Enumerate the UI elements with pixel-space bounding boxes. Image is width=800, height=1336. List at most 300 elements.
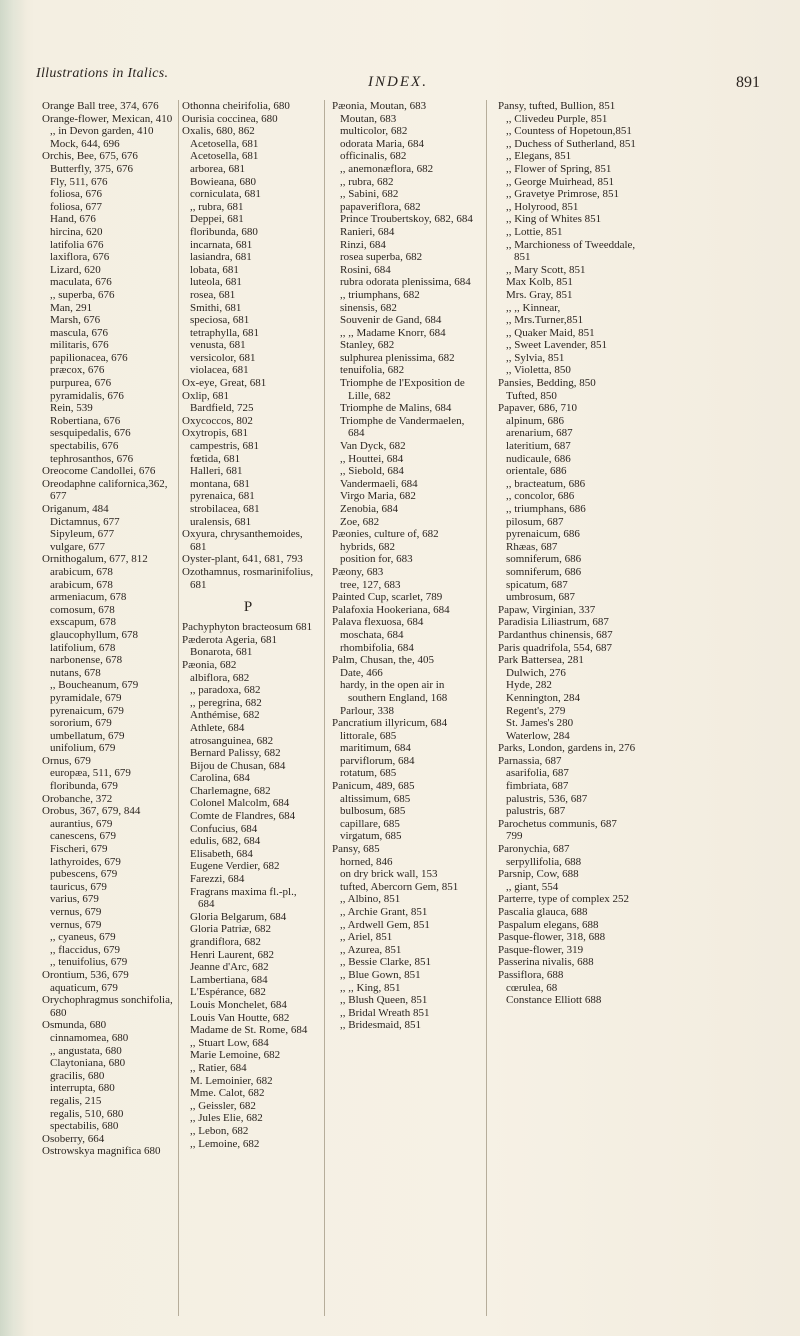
index-subentry: St. James's 280 (506, 717, 574, 730)
index-entry: Paradisia Liliastrum, 687 (498, 616, 609, 629)
index-subentry: ,, Blush Queen, 851 (340, 994, 428, 1007)
index-subentry: Stanley, 682 (340, 339, 395, 352)
index-subentry: Vandermaeli, 684 (340, 477, 418, 490)
index-subentry: Confucius, 684 (190, 822, 258, 835)
index-subentry: Bardfield, 725 (190, 402, 254, 415)
index-entry: Papaw, Virginian, 337 (498, 603, 596, 616)
index-entry: Pasque-flower, 319 (498, 943, 584, 956)
index-subentry: Zoe, 682 (340, 515, 380, 528)
index-entry: Palm, Chusan, the, 405 (332, 654, 435, 667)
column-divider (486, 100, 487, 1316)
index-entry: Pancratium illyricum, 684 (332, 717, 448, 730)
index-subentry: ,, anemonæflora, 682 (340, 162, 434, 175)
index-subentry: pyramidalis, 676 (50, 389, 124, 402)
index-subentry: ,, Albino, 851 (340, 893, 401, 906)
index-entry: Papaver, 686, 710 (498, 402, 577, 415)
index-subentry: ,, tenuifolius, 679 (50, 956, 128, 969)
index-subentry: ,, bracteatum, 686 (506, 477, 586, 490)
index-subentry: ,, King of Whites 851 (506, 213, 602, 226)
index-subentry: incarnata, 681 (190, 238, 253, 251)
index-subentry: Parlour, 338 (340, 704, 394, 717)
index-subentry: ,, peregrina, 682 (190, 696, 262, 709)
index-subentry: arborea, 681 (190, 162, 245, 175)
index-entry: Orange Ball tree, 374, 676 (42, 100, 159, 112)
index-entry: Pæonia, 682 (182, 658, 237, 671)
index-entry: Pæony, 683 (332, 565, 384, 578)
index-subentry: ,, ,, King, 851 (340, 981, 401, 994)
index-column-1 (42, 100, 174, 1326)
index-entry: Paspalum elegans, 688 (498, 918, 599, 931)
index-subentry: 799 (506, 830, 523, 843)
index-subentry: pilosum, 687 (506, 515, 564, 528)
index-entry: Orychophragmus sonchifolia, 680 (42, 994, 173, 1019)
index-entry: Pardanthus chinensis, 687 (498, 628, 613, 641)
index-entry: Paronychia, 687 (498, 843, 570, 856)
index-subentry: horned, 846 (340, 855, 393, 868)
index-entry: Paris quadrifola, 554, 687 (498, 641, 612, 654)
index-subentry: ,, Clivedeu Purple, 851 (506, 112, 608, 125)
index-entry: Ozothamnus, rosmarinifolius, 681 (182, 565, 314, 591)
index-subentry: ,, Boucheanum, 679 (50, 679, 139, 692)
index-entry: Orobus, 367, 679, 844 (42, 805, 141, 818)
index-subentry: lathyroides, 679 (50, 855, 121, 868)
index-subentry: montana, 681 (190, 477, 250, 490)
index-subentry: Rinzi, 684 (340, 238, 386, 251)
index-subentry: violacea, 681 (190, 364, 249, 377)
index-entry: Osmunda, 680 (42, 1019, 107, 1032)
index-subentry: sinensis, 682 (340, 301, 397, 314)
index-subentry: aquaticum, 679 (50, 981, 118, 994)
index-subentry: interrupta, 680 (50, 1082, 115, 1095)
index-subentry: præcox, 676 (50, 364, 105, 377)
index-subentry: arabicum, 678 (50, 565, 113, 578)
index-subentry: bulbosum, 685 (340, 805, 406, 818)
index-subentry: ,, Ratier, 684 (190, 1061, 247, 1074)
index-subentry: Dictamnus, 677 (50, 515, 120, 528)
index-subentry: multicolor, 682 (340, 125, 408, 138)
index-subentry: spectabilis, 676 (50, 440, 119, 453)
index-subentry: capillare, 685 (340, 817, 400, 830)
index-subentry: spectabilis, 680 (50, 1120, 119, 1133)
index-subentry: Rein, 539 (50, 402, 93, 415)
index-subentry: venusta, 681 (190, 339, 246, 352)
index-subentry: ,, Ardwell Gem, 851 (340, 918, 430, 931)
index-entry: Pæonies, culture of, 682 (332, 528, 439, 541)
index-subentry: Comte de Flandres, 684 (190, 810, 296, 823)
index-subentry: Bonarota, 681 (190, 646, 253, 659)
index-entry: Parochetus communis, 687 (498, 817, 617, 830)
index-subentry: papaveriflora, 682 (340, 200, 421, 213)
index-subentry: vernus, 679 (50, 918, 102, 931)
index-subentry: Triomphe de Malins, 684 (340, 402, 452, 415)
index-entry: Ornithogalum, 677, 812 (42, 553, 148, 566)
index-subentry: uralensis, 681 (190, 515, 252, 528)
index-entry: Oyster-plant, 641, 681, 793 (182, 553, 303, 566)
index-subentry: Anthémise, 682 (190, 709, 260, 722)
index-subentry: ,, Siebold, 684 (340, 465, 404, 478)
index-subentry: Lambertiana, 684 (190, 973, 268, 986)
index-entry: Parsnip, Cow, 688 (498, 868, 579, 881)
index-subentry: Fischeri, 679 (50, 843, 108, 856)
index-subentry: comosum, 678 (50, 603, 115, 616)
index-subentry: Athlete, 684 (190, 721, 245, 734)
index-subentry: ,, Bridesmaid, 851 (340, 1019, 421, 1032)
index-subentry: glaucophyllum, 678 (50, 628, 138, 641)
index-subentry: lasiandra, 681 (190, 251, 252, 264)
index-subentry: Waterlow, 284 (506, 729, 570, 742)
index-subentry: pyramidale, 679 (50, 691, 122, 704)
index-subentry: arenarium, 687 (506, 427, 573, 440)
index-subentry: pyrenaicum, 679 (50, 704, 124, 717)
index-subentry: Louis Van Houtte, 682 (190, 1011, 290, 1024)
index-subentry: campestris, 681 (190, 440, 260, 453)
index-subentry: cœrulea, 68 (506, 981, 558, 994)
index-entry: Palava flexuosa, 684 (332, 616, 424, 629)
index-subentry: Butterfly, 375, 676 (50, 162, 133, 175)
index-subentry: canescens, 679 (50, 830, 116, 843)
index-subentry: Virgo Maria, 682 (340, 490, 416, 503)
index-subentry: ,, Duchess of Sutherland, 851 (506, 137, 636, 150)
index-subentry: arabicum, 678 (50, 578, 113, 591)
index-subentry: Halleri, 681 (190, 465, 243, 478)
index-subentry: regalis, 215 (50, 1094, 102, 1107)
index-subentry: palustris, 536, 687 (506, 792, 588, 805)
index-subentry: umbrosum, 687 (506, 591, 576, 604)
index-subentry: grandiflora, 682 (190, 936, 261, 948)
index-subentry: Triomphe de l'Exposition de Lille, 682 (340, 377, 465, 402)
index-subentry: ,, Violetta, 850 (506, 364, 571, 377)
index-subentry: Souvenir de Gand, 684 (340, 314, 442, 327)
index-subentry: tree, 127, 683 (340, 578, 401, 591)
index-subentry: ,, concolor, 686 (506, 490, 575, 503)
index-subentry: Lizard, 620 (50, 263, 101, 276)
index-subentry: papilionacea, 676 (50, 351, 128, 364)
index-entry: Pachyphyton bracteosum 681 (182, 621, 313, 634)
index-entry: Park Battersea, 281 (498, 654, 584, 667)
index-entry: Oreocome Candollei, 676 (42, 465, 156, 478)
index-entry: Passerina nivalis, 688 (498, 956, 594, 969)
index-subentry: officinalis, 682 (340, 150, 407, 163)
index-entry: Orange-flower, Mexican, 410 (42, 112, 173, 125)
index-subentry: Sipyleum, 677 (50, 528, 115, 541)
index-subentry: tetraphylla, 681 (190, 326, 260, 339)
index-subentry: sulphurea plenissima, 682 (340, 351, 455, 364)
index-subentry: serpyllifolia, 688 (506, 855, 582, 868)
index-entry: Ourisia coccinea, 680 (182, 112, 278, 125)
index-entry: Pasque-flower, 318, 688 (498, 931, 606, 944)
index-subentry: purpurea, 676 (50, 377, 112, 390)
index-subentry: luteola, 681 (190, 276, 242, 289)
index-subentry: ,, Houttei, 684 (340, 452, 404, 465)
index-subentry: hybrids, 682 (340, 540, 395, 553)
index-subentry: Acetosella, 681 (190, 150, 259, 163)
column-divider (178, 100, 179, 1316)
index-subentry: Carolina, 684 (190, 772, 250, 785)
index-subentry: floribunda, 679 (50, 780, 118, 793)
index-entry: Oreodaphne californica,362, 677 (42, 477, 168, 503)
index-subentry: Deppei, 681 (190, 213, 244, 226)
index-subentry: tufted, Abercorn Gem, 851 (340, 880, 459, 893)
index-subentry: Gloria Belgarum, 684 (190, 910, 287, 923)
index-subentry: ,, Geissler, 682 (190, 1099, 256, 1112)
index-subentry: rotatum, 685 (340, 767, 397, 780)
index-subentry: ,, Lemoine, 682 (190, 1137, 260, 1150)
index-subentry: Regent's, 279 (506, 704, 566, 717)
index-subentry: ,, Mary Scott, 851 (506, 263, 586, 276)
index-subentry: ,, Holyrood, 851 (506, 200, 579, 213)
running-head-note: Illustrations in Italics. (36, 66, 169, 81)
index-subentry: position for, 683 (340, 553, 413, 566)
index-subentry: Smithi, 681 (190, 301, 242, 314)
index-subentry: vernus, 679 (50, 906, 102, 918)
index-subentry: odorata Maria, 684 (340, 137, 424, 150)
index-subentry: militaris, 676 (50, 339, 109, 352)
index-subentry: sororium, 679 (50, 717, 112, 730)
index-subentry: versicolor, 681 (190, 351, 256, 364)
index-entry: Orontium, 536, 679 (42, 968, 129, 981)
index-subentry: Elisabeth, 684 (190, 847, 253, 860)
index-subentry: Bowieana, 680 (190, 175, 256, 188)
index-subentry: Date, 466 (340, 666, 383, 679)
index-subentry: ,, flaccidus, 679 (50, 943, 120, 956)
index-entry: Othonna cheirifolia, 680 (182, 100, 290, 112)
index-subentry: unifolium, 679 (50, 742, 116, 755)
index-subentry: ,, Lebon, 682 (190, 1124, 249, 1137)
index-entry: Ox-eye, Great, 681 (182, 377, 267, 390)
index-subentry: Tufted, 850 (506, 389, 557, 402)
page-number: 891 (736, 74, 760, 91)
index-subentry: Constance Elliott 688 (506, 994, 602, 1007)
index-subentry: ,, Sabini, 682 (340, 188, 399, 201)
index-subentry: Charlemagne, 682 (190, 784, 271, 797)
index-subentry: pyrenaica, 681 (190, 490, 255, 503)
index-subentry: Van Dyck, 682 (340, 440, 406, 453)
index-subentry: armeniacum, 678 (50, 591, 127, 604)
index-subentry: ,, triumphans, 682 (340, 288, 420, 301)
index-subentry: ,, Azurea, 851 (340, 943, 402, 956)
index-entry: Oxalis, 680, 862 (182, 125, 255, 138)
index-subentry: Max Kolb, 851 (506, 276, 573, 289)
index-subentry: ,, triumphans, 686 (506, 503, 586, 515)
index-subentry: ,, Bessie Clarke, 851 (340, 956, 432, 969)
index-subentry: speciosa, 681 (190, 314, 250, 327)
index-entry: Painted Cup, scarlet, 789 (332, 591, 443, 604)
index-subentry: sesquipedalis, 676 (50, 427, 131, 440)
column-divider (324, 100, 325, 1316)
index-subentry: varius, 679 (50, 893, 99, 906)
index-subentry: moschata, 684 (340, 628, 404, 641)
index-subentry: atrosanguinea, 682 (190, 734, 274, 747)
index-entry: Oxytropis, 681 (182, 427, 248, 440)
section-letter-heading: P (243, 599, 253, 616)
index-subentry: rhombifolia, 684 (340, 641, 414, 654)
index-subentry: palustris, 687 (506, 805, 566, 818)
index-subentry: vulgare, 677 (50, 540, 105, 553)
index-column-4 (498, 100, 640, 1326)
index-entry: Orchis, Bee, 675, 676 (42, 150, 138, 163)
index-subentry: L'Espérance, 682 (190, 986, 266, 999)
index-subentry: Prince Troubertskoy, 682, 684 (340, 213, 473, 226)
index-entry: Pansies, Bedding, 850 (498, 377, 596, 390)
index-subentry: Robertiana, 676 (50, 414, 121, 427)
index-subentry: pubescens, 679 (50, 868, 118, 881)
index-subentry: ,, Marchioness of Tweeddale, 851 (506, 238, 636, 264)
index-subentry: ,, Ariel, 851 (340, 931, 393, 944)
index-subentry: mascula, 676 (50, 326, 109, 339)
index-subentry: somniferum, 686 (506, 565, 582, 578)
index-subentry: ,, ,, Madame Knorr, 684 (340, 326, 446, 339)
index-subentry: hardy, in the open air in southern England, 168 (340, 679, 448, 704)
index-entry: Origanum, 484 (42, 503, 109, 515)
index-subentry: ,, Lottie, 851 (506, 225, 563, 238)
index-subentry: ,, rubra, 681 (190, 200, 244, 213)
index-subentry: tauricus, 679 (50, 880, 107, 893)
index-subentry: Colonel Malcolm, 684 (190, 797, 290, 810)
index-subentry: Dulwich, 276 (506, 666, 566, 679)
index-entry: Ostrowskya magnifica 680 (42, 1145, 161, 1158)
index-subentry: Mock, 644, 696 (50, 137, 120, 150)
index-subentry: Rhæas, 687 (506, 540, 558, 553)
index-subentry: ,, in Devon garden, 410 (50, 125, 154, 138)
index-entry: Panicum, 489, 685 (332, 780, 415, 793)
index-subentry: pyrenaicum, 686 (506, 528, 580, 541)
index-entry: Parnassia, 687 (498, 754, 562, 767)
index-subentry: cinnamomea, 680 (50, 1031, 129, 1044)
index-subentry: aurantius, 679 (50, 817, 113, 830)
index-subentry: laxiflora, 676 (50, 251, 110, 264)
index-subentry: foliosa, 677 (50, 200, 102, 213)
index-subentry: ,, angustata, 680 (50, 1044, 122, 1057)
index-subentry: regalis, 510, 680 (50, 1107, 124, 1120)
index-entry: Ornus, 679 (42, 754, 91, 767)
index-subentry: Marsh, 676 (50, 314, 101, 327)
index-entry: Pansy, 685 (332, 843, 380, 856)
index-subentry: Hand, 676 (50, 213, 96, 226)
index-subentry: ,, Flower of Spring, 851 (506, 162, 612, 175)
index-subentry: ,, paradoxa, 682 (190, 684, 261, 697)
index-entry: Pansy, tufted, Bullion, 851 (498, 100, 616, 112)
index-subentry: fimbriata, 687 (506, 780, 569, 793)
index-subentry: latifolium, 678 (50, 641, 116, 654)
running-head-title: INDEX. (368, 74, 428, 90)
index-subentry: Zenobia, 684 (340, 503, 399, 515)
index-subentry: Rosini, 684 (340, 263, 391, 276)
index-entry: Pascalia glauca, 688 (498, 906, 588, 918)
index-subentry: Marie Lemoine, 682 (190, 1049, 281, 1062)
index-subentry: Eugene Verdier, 682 (190, 860, 280, 873)
index-subentry: Moutan, 683 (340, 112, 397, 125)
index-subentry: littorale, 685 (340, 729, 397, 742)
index-entry: Passiflora, 688 (498, 968, 564, 981)
index-subentry: ,, Sweet Lavender, 851 (506, 339, 607, 352)
index-entry: Oxycoccos, 802 (182, 414, 253, 427)
index-subentry: Ranieri, 684 (340, 225, 395, 238)
index-subentry: virgatum, 685 (340, 830, 402, 843)
index-subentry: exscapum, 678 (50, 616, 116, 629)
index-subentry: asarifolia, 687 (506, 767, 569, 780)
index-subentry: ,, Countess of Hopetoun,851 (506, 125, 632, 138)
index-subentry: ,, Mrs.Turner,851 (506, 314, 584, 327)
index-subentry: Mme. Calot, 682 (190, 1087, 265, 1100)
index-subentry: gracilis, 680 (50, 1069, 105, 1082)
index-subentry: Claytoniana, 680 (50, 1057, 126, 1070)
index-subentry: lateritium, 687 (506, 440, 571, 453)
index-subentry: floribunda, 680 (190, 225, 258, 238)
index-entry: Parks, London, gardens in, 276 (498, 742, 636, 755)
index-entry: Osoberry, 664 (42, 1132, 105, 1145)
index-subentry: rubra odorata plenissima, 684 (340, 276, 471, 289)
index-subentry: maculata, 676 (50, 276, 112, 289)
index-subentry: rosea, 681 (190, 288, 236, 301)
index-subentry: ,, George Muirhead, 851 (506, 175, 614, 188)
index-subentry: tenuifolia, 682 (340, 364, 405, 377)
running-head (36, 62, 760, 91)
index-subentry: Man, 291 (50, 301, 93, 314)
page-gutter-shadow (0, 0, 26, 1336)
index-subentry: ,, cyaneus, 679 (50, 931, 116, 944)
index-subentry: altissimum, 685 (340, 792, 411, 805)
index-entry: Pæonia, Moutan, 683 (332, 100, 427, 112)
index-subentry: ,, giant, 554 (506, 880, 559, 893)
index-subentry: Kennington, 284 (506, 691, 580, 704)
index-subentry: Mrs. Gray, 851 (506, 288, 573, 301)
index-subentry: hircina, 620 (50, 225, 103, 238)
index-entry: Palafoxia Hookeriana, 684 (332, 603, 450, 616)
index-subentry: Farezzi, 684 (190, 873, 245, 886)
index-subentry: Bernard Palissy, 682 (190, 747, 281, 760)
index-subentry: edulis, 682, 684 (190, 835, 261, 848)
index-entry: Parterre, type of complex 252 (498, 893, 630, 906)
index-subentry: Henri Laurent, 682 (190, 948, 274, 961)
index-subentry: somniferum, 686 (506, 553, 582, 566)
index-subentry: Bijou de Chusan, 684 (190, 759, 286, 772)
index-subentry: Gloria Patriæ, 682 (190, 923, 271, 936)
index-subentry: orientale, 686 (506, 465, 567, 478)
index-subentry: parviflorum, 684 (340, 754, 415, 767)
index-subentry: europæa, 511, 679 (50, 767, 131, 780)
index-subentry: umbellatum, 679 (50, 729, 125, 742)
index-subentry: rosea superba, 682 (340, 251, 423, 264)
index-subentry: Acetosella, 681 (190, 137, 259, 150)
index-subentry: albiflora, 682 (190, 671, 250, 684)
index-subentry: lobata, 681 (190, 263, 239, 276)
index-subentry: maritimum, 684 (340, 742, 411, 755)
index-subentry: ,, Stuart Low, 684 (190, 1036, 269, 1049)
index-subentry: ,, Sylvia, 851 (506, 351, 565, 364)
index-subentry: ,, Gravetye Primrose, 851 (506, 188, 620, 201)
index-subentry: nudicaule, 686 (506, 452, 571, 465)
index-subentry: Fly, 511, 676 (50, 175, 108, 188)
index-entry: Oxyura, chrysanthemoides, 681 (182, 528, 303, 553)
index-subentry: Madame de St. Rome, 684 (190, 1024, 308, 1037)
index-column-3 (332, 100, 474, 1326)
index-subentry: ,, rubra, 682 (340, 175, 394, 188)
index-subentry: ,, Quaker Maid, 851 (506, 326, 595, 339)
index-subentry: corniculata, 681 (190, 188, 261, 201)
index-subentry: ,, superba, 676 (50, 288, 115, 301)
index-entry: Pæderota Ageria, 681 (182, 633, 278, 646)
index-subentry: spicatum, 687 (506, 578, 568, 591)
index-subentry: ,, Archie Grant, 851 (340, 906, 428, 918)
index-subentry: fœtida, 681 (190, 452, 241, 465)
index-subentry: foliosa, 676 (50, 188, 102, 201)
index-subentry: Triomphe de Vandermaelen, 684 (340, 414, 465, 440)
index-subentry: strobilacea, 681 (190, 503, 260, 515)
index-subentry: ,, ,, Kinnear, (506, 301, 561, 314)
index-subentry: Fragrans maxima fl.-pl., 684 (190, 885, 297, 911)
index-subentry: tephrosanthos, 676 (50, 452, 134, 465)
index-entry: Orobanche, 372 (42, 792, 113, 805)
